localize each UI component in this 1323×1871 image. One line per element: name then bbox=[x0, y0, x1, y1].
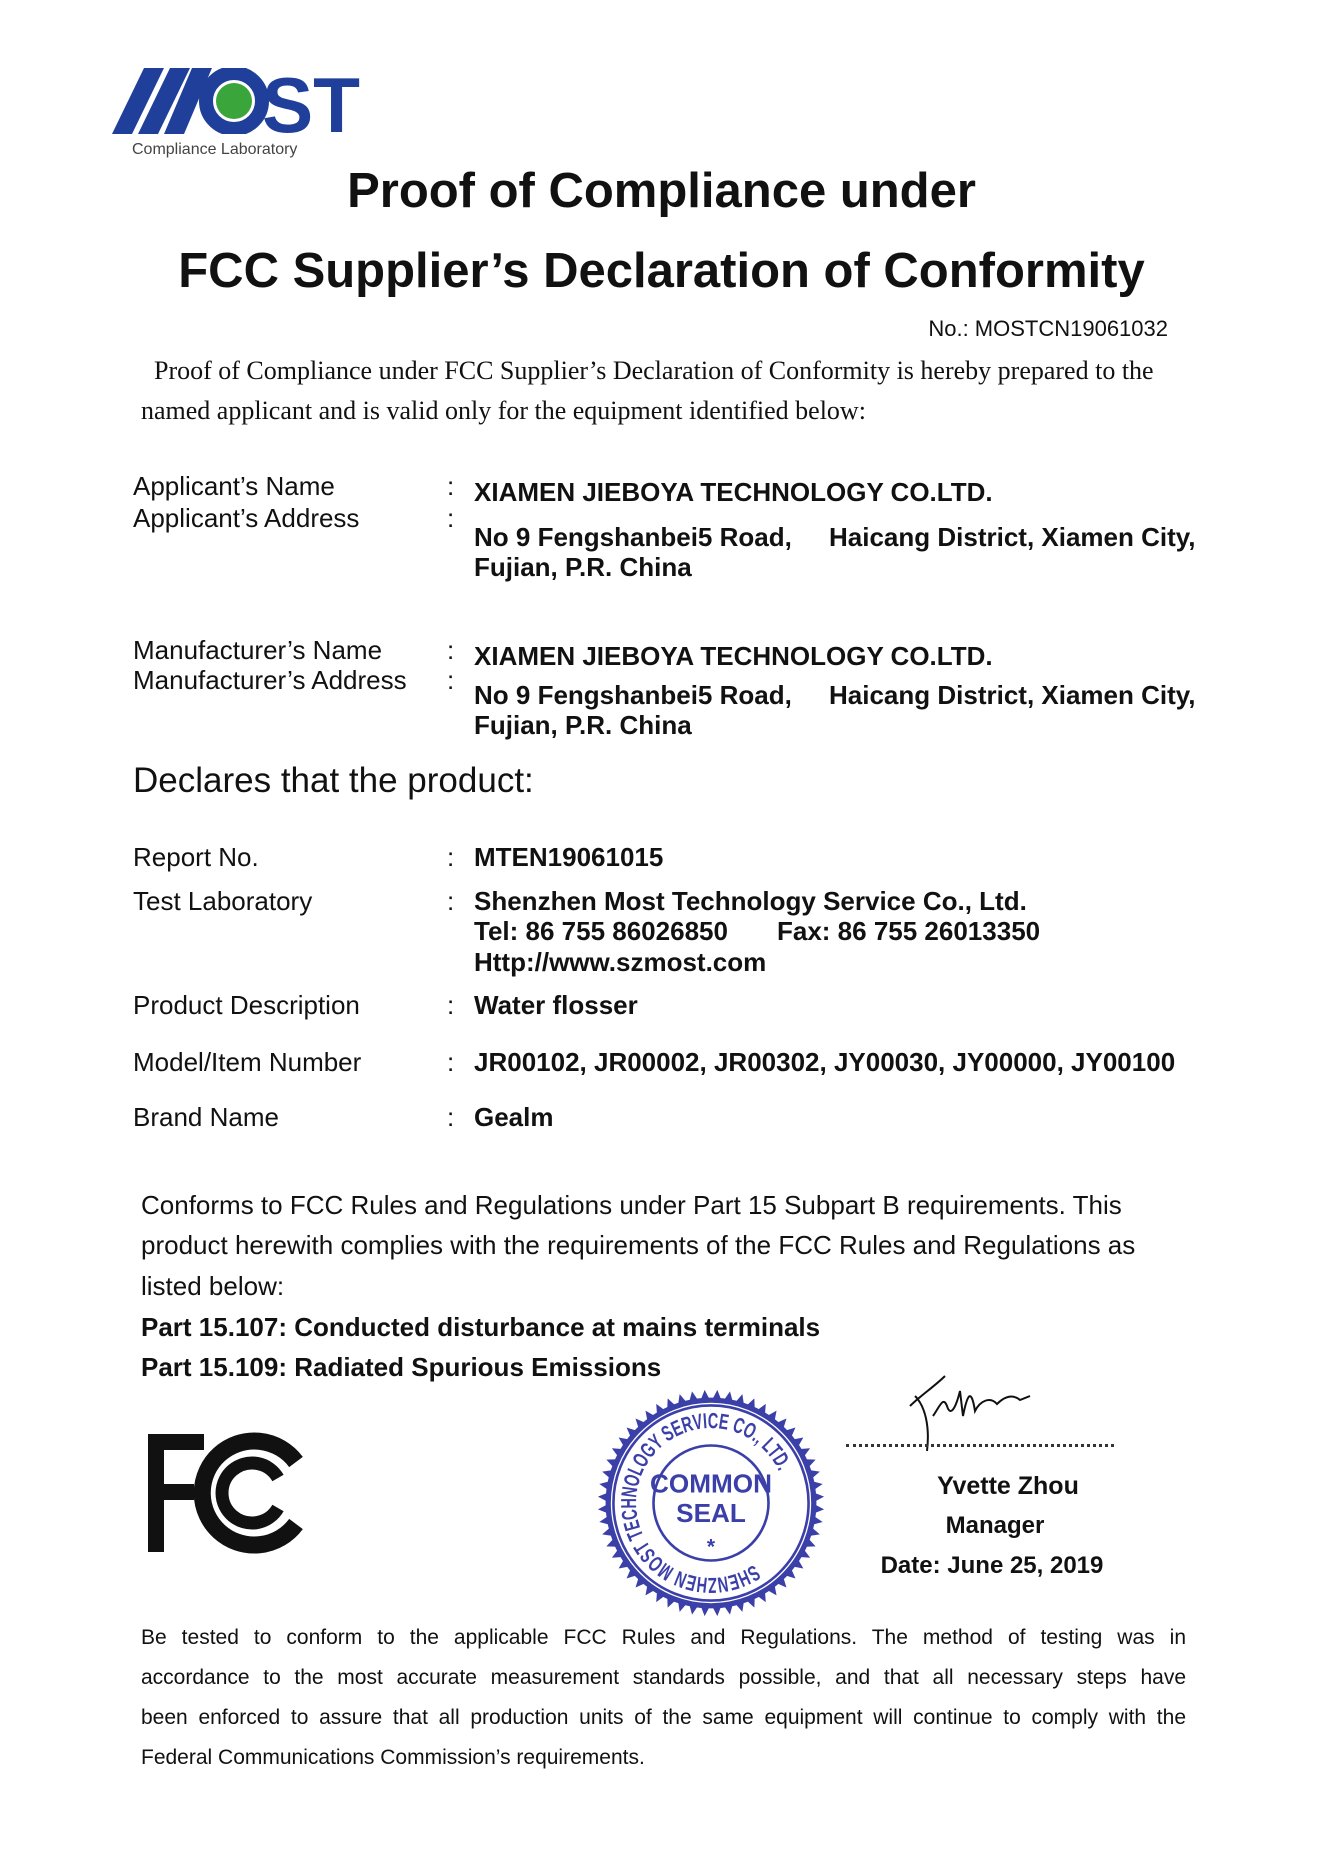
seal-star-icon: * bbox=[706, 1535, 716, 1559]
company-seal bbox=[596, 1388, 826, 1618]
manufacturer-name-label: Manufacturer’s Name bbox=[133, 635, 383, 665]
part-15-107: Part 15.107: Conducted disturbance at mains terminals bbox=[141, 1312, 821, 1342]
svg-text:ST: ST bbox=[262, 68, 360, 134]
document-number: No.: MOSTCN19061032 bbox=[928, 316, 1168, 341]
applicant-address-line2: Fujian, P.R. China bbox=[474, 552, 692, 582]
seal-ring-text: SHENZHEN MOST TECHNOLOGY SERVICE CO., LTD. bbox=[615, 1407, 798, 1599]
manufacturer-address-part1: No 9 Fengshanbei5 Road, bbox=[474, 680, 792, 710]
applicant-address-part2: Haicang District, Xiamen City, bbox=[829, 522, 1196, 552]
manufacturer-name: XIAMEN JIEBOYA TECHNOLOGY CO.LTD. bbox=[474, 641, 993, 671]
seal-center-line-1: COMMON bbox=[650, 1468, 772, 1499]
most-logo-mark bbox=[112, 68, 362, 134]
most-logo bbox=[112, 68, 362, 160]
fcc-logo bbox=[146, 1432, 312, 1554]
brand-name-label: Brand Name bbox=[133, 1102, 279, 1132]
test-lab-website: Http://www.szmost.com bbox=[474, 947, 767, 977]
manufacturer-address-label: Manufacturer’s Address bbox=[133, 665, 407, 695]
footer-line-3: been enforced to assure that all production units of the same equipment will continue to comply with the bbox=[141, 1706, 1186, 1729]
manufacturer-address-line2: Fujian, P.R. China bbox=[474, 710, 692, 740]
colon: : bbox=[447, 1047, 455, 1077]
colon: : bbox=[447, 665, 455, 695]
test-lab-name: Shenzhen Most Technology Service Co., Ltd. bbox=[474, 886, 1027, 916]
model-number-value: JR00102, JR00002, JR00302, JY00030, JY00000, JY00100 bbox=[474, 1047, 1176, 1077]
applicant-address-part1: No 9 Fengshanbei5 Road, bbox=[474, 522, 792, 552]
footer-line-4: Federal Communications Commission’s requirements. bbox=[141, 1746, 645, 1769]
applicant-name: XIAMEN JIEBOYA TECHNOLOGY CO.LTD. bbox=[474, 477, 993, 507]
logo-subtitle: Compliance Laboratory bbox=[132, 141, 298, 158]
conforms-line-3: listed below: bbox=[141, 1271, 285, 1301]
title-line-1: Proof of Compliance under bbox=[347, 164, 976, 218]
report-no-label: Report No. bbox=[133, 842, 259, 872]
intro-line-1: Proof of Compliance under FCC Supplier’s Declaration of Conformity is hereby prepared to the bbox=[154, 356, 1154, 385]
part-15-109: Part 15.109: Radiated Spurious Emissions bbox=[141, 1352, 662, 1382]
signatory-title: Manager bbox=[945, 1512, 1045, 1539]
test-lab-tel: Tel: 86 755 86026850 bbox=[474, 916, 728, 946]
colon: : bbox=[447, 842, 455, 872]
product-description-value: Water flosser bbox=[474, 990, 638, 1020]
signatory-name: Yvette Zhou bbox=[937, 1472, 1079, 1500]
test-lab-fax: Fax: 86 755 26013350 bbox=[777, 916, 1041, 946]
colon: : bbox=[447, 471, 455, 501]
colon: : bbox=[447, 1102, 455, 1132]
conforms-line-1: Conforms to FCC Rules and Regulations under Part 15 Subpart B requirements. This bbox=[141, 1190, 1122, 1220]
colon: : bbox=[447, 886, 455, 916]
product-description-label: Product Description bbox=[133, 990, 360, 1020]
colon: : bbox=[447, 635, 455, 665]
footer-line-2: accordance to the most accurate measurement standards possible, and that all necessary steps have bbox=[141, 1666, 1186, 1689]
applicant-address-label: Applicant’s Address bbox=[133, 503, 360, 533]
signature-date: Date: June 25, 2019 bbox=[880, 1552, 1104, 1579]
declares-heading: Declares that the product: bbox=[133, 761, 534, 800]
colon: : bbox=[447, 990, 455, 1020]
test-lab-label: Test Laboratory bbox=[133, 886, 313, 916]
applicant-name-label: Applicant’s Name bbox=[133, 471, 335, 501]
signature bbox=[905, 1366, 1065, 1456]
conforms-line-2: product herewith complies with the requirements of the FCC Rules and Regulations as bbox=[141, 1230, 1136, 1260]
title-line-2: FCC Supplier’s Declaration of Conformity bbox=[178, 244, 1145, 298]
report-no-value: MTEN19061015 bbox=[474, 842, 664, 872]
seal-center-line-2: SEAL bbox=[676, 1498, 746, 1529]
signature-line bbox=[846, 1444, 1114, 1447]
manufacturer-address-part2: Haicang District, Xiamen City, bbox=[829, 680, 1196, 710]
brand-name-value: Gealm bbox=[474, 1102, 554, 1132]
intro-line-2: named applicant and is valid only for the equipment identified below: bbox=[141, 396, 866, 425]
footer-line-1: Be tested to conform to the applicable FCC Rules and Regulations. The method of testing was in bbox=[141, 1626, 1186, 1649]
colon: : bbox=[447, 503, 455, 533]
model-number-label: Model/Item Number bbox=[133, 1047, 362, 1077]
